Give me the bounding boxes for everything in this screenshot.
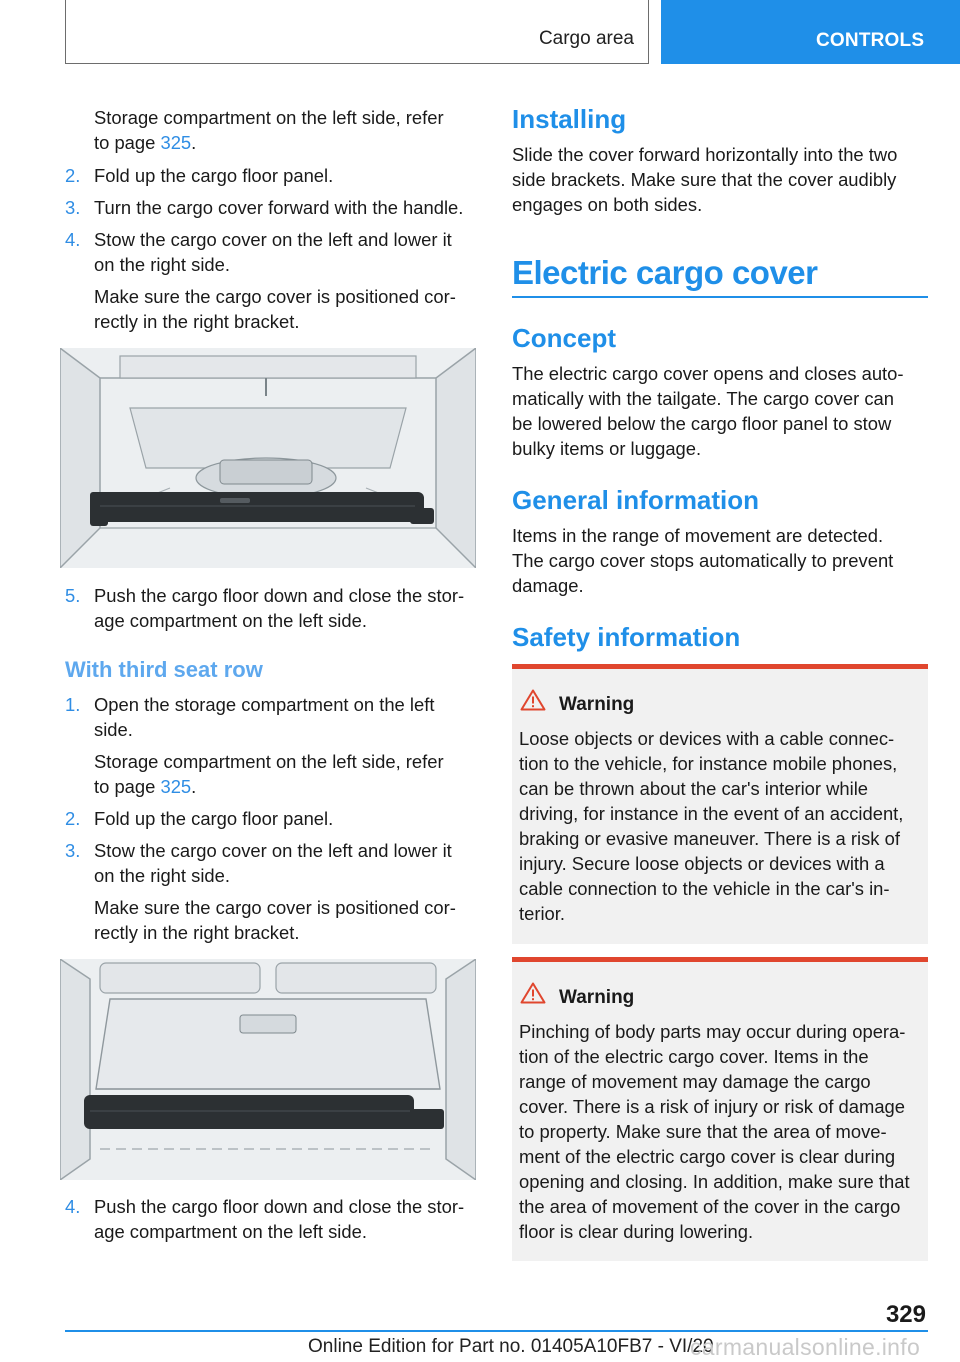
step-note: Make sure the cargo cover is positioned cor-	[94, 286, 456, 307]
step-text: Stow the cargo cover on the left and lower it	[94, 840, 452, 861]
page-number: 329	[885, 1301, 926, 1328]
subheading-third-seat-row: With third seat row	[65, 657, 263, 682]
step-note: to page 325.	[94, 776, 197, 797]
step-note: rectly in the right bracket.	[94, 922, 300, 943]
paragraph-line: The cargo cover stops automatically to prevent	[512, 550, 894, 571]
paragraph-line: engages on both sides.	[512, 194, 703, 215]
step-number: 4.	[65, 1196, 81, 1217]
warning-title: Warning	[559, 694, 635, 715]
step-number: 3.	[65, 197, 81, 218]
paragraph-line: damage.	[512, 575, 584, 596]
step-number: 1.	[65, 694, 81, 715]
heading-concept: Concept	[512, 323, 616, 353]
page-link[interactable]: 325	[160, 132, 192, 153]
header-chapter-tab[interactable]: CONTROLS	[661, 0, 960, 64]
paragraph-line: be lowered below the cargo floor panel to stow	[512, 413, 892, 434]
step-number: 5.	[65, 585, 81, 606]
intro-line: to page 325.	[94, 132, 197, 153]
paragraph-line: matically with the tailgate. The cargo cover can	[512, 388, 894, 409]
step-number: 3.	[65, 840, 81, 861]
footer-edition: Online Edition for Part no. 01405A10FB7 - VI/20	[308, 1336, 714, 1357]
step-text: Push the cargo floor down and close the stor-	[94, 1196, 465, 1217]
heading-general-information: General information	[512, 485, 760, 515]
step-text: age compartment on the left side.	[94, 1221, 367, 1242]
heading-installing: Installing	[512, 104, 627, 134]
intro-line: Storage compartment on the left side, refer	[94, 107, 444, 128]
step-note: Make sure the cargo cover is positioned cor-	[94, 897, 456, 918]
step-text: on the right side.	[94, 865, 230, 886]
step-text: Turn the cargo cover forward with the handle.	[94, 197, 464, 218]
cargo-cover-illustration-1	[60, 348, 476, 568]
warning-text: Pinching of body parts may occur during opera- tion of the electric cargo cover. Items in the range of movement may damage the cargo cover. There is a risk of injury or risk of damage to property. Make sure that the area of move- ment of the electric cargo cover is clear during opening and closing. In addition, make sure that the area of movement of the cover in the cargo floor is clear during lowering.	[519, 1021, 910, 1242]
paragraph-line: side brackets. Make sure that the cover audibly	[512, 169, 897, 190]
step-text: age compartment on the left side.	[94, 610, 367, 631]
step-text: Fold up the cargo floor panel.	[94, 808, 334, 829]
step-number: 4.	[65, 229, 81, 250]
warning-bar	[512, 957, 928, 962]
paragraph-line: Items in the range of movement are detected.	[512, 525, 884, 546]
step-note: rectly in the right bracket.	[94, 311, 300, 332]
warning-box	[512, 664, 928, 944]
paragraph-line: The electric cargo cover opens and closes auto-	[512, 363, 904, 384]
heading-safety-information: Safety information	[512, 622, 741, 652]
paragraph-line: bulky items or luggage.	[512, 438, 702, 459]
warning-title: Warning	[559, 987, 635, 1008]
step-note: Storage compartment on the left side, refer	[94, 751, 444, 772]
step-text: Push the cargo floor down and close the stor-	[94, 585, 465, 606]
page-link[interactable]: 325	[160, 776, 192, 797]
step-text: Stow the cargo cover on the left and lower it	[94, 229, 452, 250]
heading-electric-cargo-cover: Electric cargo cover	[512, 254, 818, 291]
watermark: carmanualsonline.info	[690, 1334, 921, 1360]
step-number: 2.	[65, 808, 81, 829]
warning-bar	[512, 664, 928, 669]
footer-rule	[65, 1330, 928, 1332]
warning-triangle-icon	[520, 982, 546, 1004]
header-section-box	[65, 0, 649, 64]
paragraph-line: Slide the cover forward horizontally into the two	[512, 144, 898, 165]
step-text: Open the storage compartment on the left	[94, 694, 435, 715]
step-text: side.	[94, 719, 133, 740]
header-section-title: Cargo area	[538, 28, 634, 49]
step-text: Fold up the cargo floor panel.	[94, 165, 334, 186]
step-number: 2.	[65, 165, 81, 186]
warning-text: Loose objects or devices with a cable connec- tion to the vehicle, for instance mobile phones, can be thrown about the car's interior while driving, for instance in the event of an accident, braking or evasive maneuver. There is a risk of injury. Secure loose objects or devices with a cable connection to the vehicle in the car's in- terior.	[519, 728, 904, 924]
step-text: on the right side.	[94, 254, 230, 275]
cargo-cover-illustration-2	[60, 959, 476, 1180]
warning-triangle-icon	[520, 689, 546, 711]
warning-box	[512, 957, 928, 1261]
heading-rule	[512, 296, 928, 298]
